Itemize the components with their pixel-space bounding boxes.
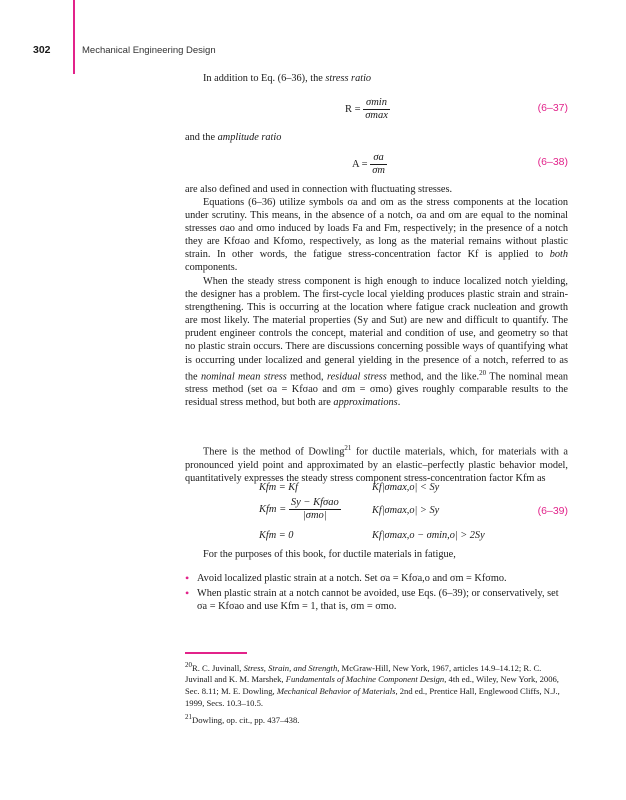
eq-6-37-lhs: R = (345, 103, 361, 115)
eq-6-38-fraction (370, 152, 387, 177)
footnote-21 (185, 712, 568, 726)
steady-text-c: method, and the like. (386, 371, 480, 383)
intro-text: In addition to Eq. (6–36), the (203, 73, 326, 84)
eq-6-38-numerator: σa (370, 152, 387, 165)
eq-6-39-row2-lhs: Kfm = (259, 503, 287, 515)
fn20-text-e: , 4th ed., Wiley, New York, 2006, Sec. 8.11; M. E. Dowling, (185, 674, 559, 697)
fn20-title-1: Stress, Strain, and Strength (243, 662, 338, 673)
paragraph-intro (203, 72, 371, 85)
equations-text-b: components. (185, 262, 238, 274)
paragraph-amplitude (185, 131, 281, 144)
eq-6-39-row2-numerator: Sy − Kfσao (290, 497, 339, 508)
amplitude-text: and the (185, 132, 218, 143)
footnote-20-number: 20 (185, 661, 192, 669)
footnote-rule (185, 652, 247, 654)
eq-6-39-row1-lhs: Kfm = Kf (259, 482, 298, 493)
bullet-text-2: When plastic strain at a notch cannot be avoided, use Eqs. (6–39); or conservatively, set σa = Kfσao and use Kfm = 1, that is, σm = σmo. (197, 588, 559, 613)
page-number: 302 (33, 44, 51, 56)
eq-6-39-row3-lhs: Kfm = 0 (259, 530, 294, 541)
paragraph-dowling (185, 442, 568, 485)
equation-6-37 (345, 97, 390, 122)
fn20-title-2: Fundamentals of Machine Component Design (285, 674, 445, 685)
footnote-ref-21[interactable]: 21 (344, 444, 352, 452)
equation-number-6-39: (6–39) (537, 505, 568, 517)
fn21-text: Dowling, op. cit., pp. 437–438. (192, 714, 300, 725)
bullet-text-1: Avoid localized plastic strain at a notch. Set σa = Kfσa,o and σm = Kfσmo. (197, 573, 507, 584)
footnote-20 (185, 660, 568, 709)
bullet-dot-icon: • (185, 571, 190, 585)
term-nominal-mean-stress: nominal mean stress (200, 371, 287, 383)
running-title: Mechanical Engineering Design (82, 45, 216, 56)
term-residual-stress: residual stress (326, 371, 387, 383)
fn20-text-g: , 2nd ed., Prentice Hall, Englewood Cliffs, N.J., 1999, Secs. 10.3–10.5. (185, 686, 560, 708)
eq-6-39-row2-fraction (289, 497, 341, 522)
term-both: both (549, 249, 568, 261)
eq-6-37-denominator: σmax (365, 110, 388, 121)
eq-6-37-numerator: σmin (363, 97, 390, 110)
dowling-text-b: for ductile materials, which, for materials with a pronounced yield point and approximated by an elastic–perfectly plastic behavior model, quantitatively expresses the steady stress component stress-concentration factor Kfm as (185, 446, 568, 484)
equations-text-a: Equations (6–36) utilize symbols σa and σm as the stress components at the location under scrutiny. This means, in the absence of a notch, σa and σm are equal to the nominal stresses σao and σmo induced by loads Fa and Fm, respectively; in the presence of a notch they are Kfσao and Kfσmo, respectively, as long as the material remains without plastic strain. In other words, the fatigue stress-concentration factor Kf is applied to (185, 197, 568, 261)
steady-text-e: . (397, 397, 401, 409)
margin-rule (73, 0, 75, 74)
term-amplitude-ratio: amplitude ratio (217, 132, 282, 143)
eq-6-38-denominator: σm (372, 165, 385, 176)
paragraph-steady-stress (185, 275, 568, 409)
paragraph-purposes: For the purposes of this book, for ductile materials in fatigue, (203, 549, 456, 560)
footnote-21-number: 21 (185, 713, 192, 721)
eq-6-39-row1-cond: Kf|σmax,o| < Sy (372, 482, 440, 493)
term-stress-ratio: stress ratio (325, 73, 372, 84)
bullet-item-2 (185, 587, 568, 613)
steady-text-d: The nominal mean stress method (set σa = Kfσao and σm = σmo) gives roughly comparable results to the residual stress method, but both are (185, 371, 569, 409)
paragraph-defined: are also defined and used in connection with fluctuating stresses. (185, 184, 453, 195)
dowling-text-a: There is the method of Dowling (203, 446, 345, 458)
eq-6-37-fraction (363, 97, 390, 122)
steady-text-b: method, (286, 371, 327, 383)
eq-6-39-row2-cond: Kf|σmax,o| > Sy (372, 505, 440, 516)
fn20-text-a: R. C. Juvinall, (192, 662, 244, 673)
bullet-dot-icon: • (185, 586, 190, 600)
equation-6-38 (352, 152, 387, 177)
term-approximations: approximations (333, 397, 398, 409)
footnote-ref-20[interactable]: 20 (479, 368, 487, 377)
eq-6-39-row3-cond: Kf|σmax,o − σmin,o| > 2Sy (372, 530, 485, 541)
fn20-title-3: Mechanical Behavior of Materials (276, 686, 396, 697)
bullet-item-1 (185, 572, 568, 585)
equation-number-6-38: (6–38) (537, 156, 568, 168)
eq-6-39-row2-denominator: |σmo| (302, 510, 327, 521)
equation-number-6-37: (6–37) (537, 102, 568, 114)
fn20-text-c: , McGraw-Hill, New York, 1967, articles 14.9–14.12; R. C. Juvinall and K. M. Marshek, (185, 662, 542, 685)
paragraph-equations (185, 196, 568, 275)
steady-text-a: When the steady stress component is high enough to induce localized notch yielding, the designer has a problem. The first-cycle local yielding produces plastic strain and strain-strengthening. This is occurring at the location where fatigue crack nucleation and growth are most likely. The material properties (Sy and Sut) are new and difficult to quantify. The prudent engineer controls the concept, material and condition of use, and geometry so that no plastic strain occurs. There are discussions concerning possible ways of quantifying what is occurring under localized and general yielding in the presence of a notch, referred to as the (185, 276, 568, 383)
eq-6-38-lhs: A = (352, 158, 368, 170)
eq-6-39-row2 (259, 497, 341, 522)
